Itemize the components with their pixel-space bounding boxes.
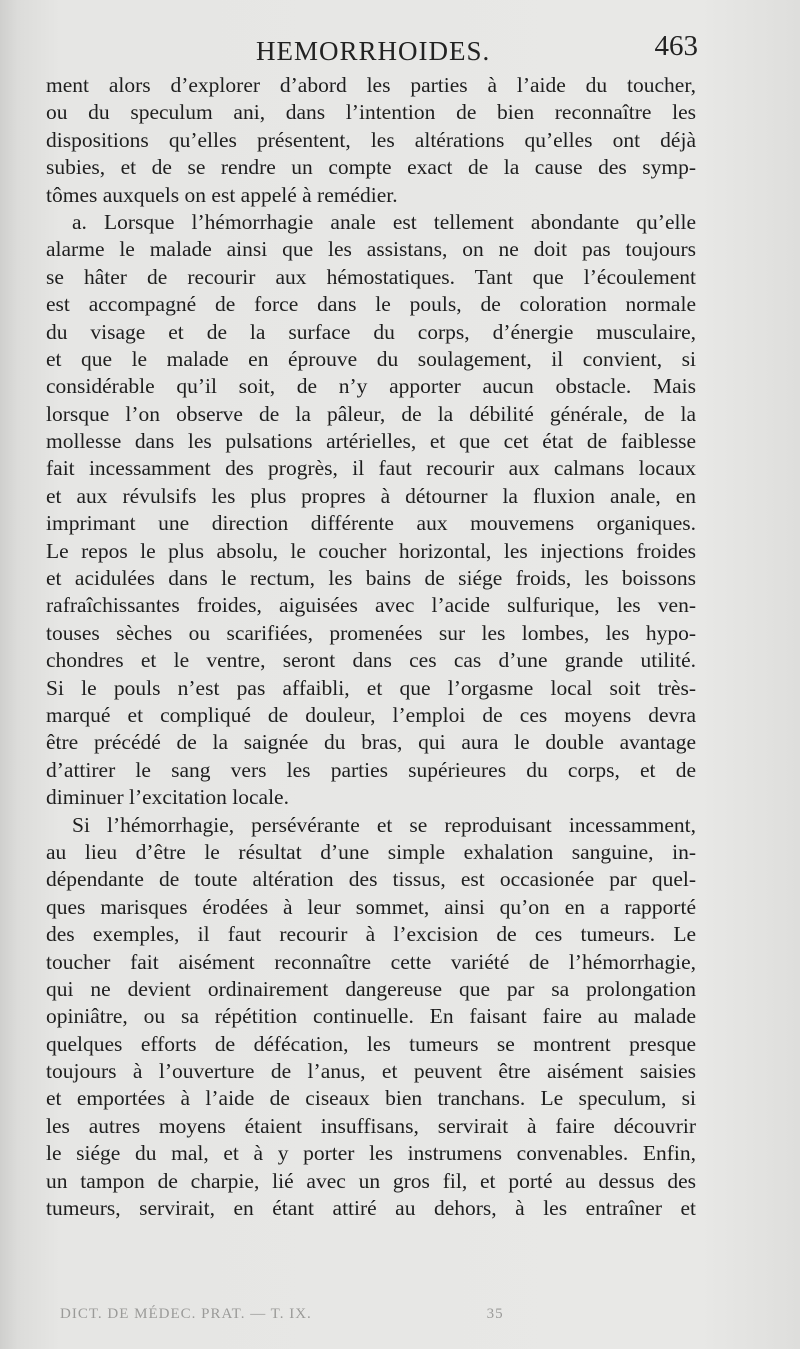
text-line: un tampon de charpie, lié avec un gros fil, et porté au dessus des [46, 1168, 696, 1193]
text-line: imprimant une direction différente aux mouvemens organiques. [46, 511, 696, 536]
page-footer [60, 1306, 700, 1323]
text-line: est accompagné de force dans le pouls, de coloration normale [46, 292, 696, 317]
text-line: et aux révulsifs les plus propres à détourner la fluxion anale, en [46, 483, 696, 508]
text-line: dépendante de toute altération des tissus, est occasionée par quel- [46, 867, 696, 892]
text-line: marqué et compliqué de douleur, l’emploi de ces moyens devra [46, 702, 696, 727]
text-line: alarme le malade ainsi que les assistans, on ne doit pas toujours [46, 237, 696, 262]
running-title: HEMORRHOIDES. [256, 36, 491, 66]
text-line: d’attirer le sang vers les parties supérieures du corps, et de [46, 757, 696, 782]
text-line: subies, et de se rendre un compte exact de la cause des symp- [46, 155, 696, 180]
text-line: mollesse dans les pulsations artérielles, et que cet état de faiblesse [46, 429, 696, 454]
text-line: qui ne devient ordinairement dangereuse que par sa prolongation [46, 976, 696, 1001]
text-line: rafraîchissantes froides, aiguisées avec l’acide sulfurique, les ven- [46, 593, 696, 618]
text-line: ou du speculum ani, dans l’intention de bien reconnaître les [46, 100, 696, 125]
text-line: et que le malade en éprouve du soulagement, il convient, si [46, 346, 696, 371]
text-line: dispositions qu’elles présentent, les altérations qu’elles ont déjà [46, 127, 696, 152]
text-line: Si le pouls n’est pas affaibli, et que l’orgasme local soit très- [46, 675, 696, 700]
text-line: lorsque l’on observe de la pâleur, de la débilité générale, de la [46, 401, 696, 426]
text-line: opiniâtre, ou sa répétition continuelle. En faisant faire au malade [46, 1004, 696, 1029]
signature-mark: DICT. DE MÉDEC. PRAT. — T. IX. [60, 1306, 312, 1322]
text-line: chondres et le ventre, seront dans ces cas d’une grande utilité. [46, 648, 696, 673]
text-line: ques marisques érodées à leur sommet, ainsi qu’on en a rapporté [46, 894, 696, 919]
text-line: diminuer l’excitation locale. [46, 785, 289, 810]
text-line: fait incessamment des progrès, il faut recourir aux calmans locaux [46, 456, 696, 481]
text-line: considérable qu’il soit, de n’y apporter aucun obstacle. Mais [46, 374, 696, 399]
text-line: se hâter de recourir aux hémostatiques. Tant que l’écoulement [46, 264, 696, 289]
text-line: et acidulées dans le rectum, les bains de siége froids, les boissons [46, 566, 696, 591]
text-line: Le repos le plus absolu, le coucher horizontal, les injections froides [46, 538, 696, 563]
page-number: 463 [654, 30, 698, 62]
text-line: du visage et de la surface du corps, d’énergie musculaire, [46, 319, 696, 344]
text-line: au lieu d’être le résultat d’une simple exhalation sanguine, in- [46, 839, 696, 864]
text-line: le siége du mal, et à y porter les instrumens convenables. Enfin, [46, 1141, 696, 1166]
sheet-number: 35 [486, 1306, 504, 1322]
text-line: quelques efforts de défécation, les tumeurs se montrent presque [46, 1031, 696, 1056]
text-line: toucher fait aisément reconnaître cette variété de l’hémorrhagie, [46, 949, 696, 974]
body-text [46, 72, 696, 1222]
text-line: tumeurs, servirait, en étant attiré au dehors, à les entraîner et [46, 1196, 696, 1221]
page-header [46, 30, 696, 70]
text-line: être précédé de la saignée du bras, qui aura le double avantage [46, 730, 696, 755]
text-line: et emportées à l’aide de ciseaux bien tranchans. Le speculum, si [46, 1086, 696, 1111]
text-line: des exemples, il faut recourir à l’excision de ces tumeurs. Le [46, 922, 696, 947]
text-line: toujours à l’ouverture de l’anus, et peuvent être aisément saisies [46, 1059, 696, 1084]
text-line: les autres moyens étaient insuffisans, servirait à faire découvrir [46, 1113, 696, 1138]
paragraph-start-line: Si l’hémorrhagie, persévérante et se reproduisant incessamment, [72, 812, 696, 837]
text-line: touses sèches ou scarifiées, promenées sur les lombes, les hypo- [46, 620, 696, 645]
text-line: ment alors d’explorer d’abord les parties à l’aide du toucher, [46, 73, 696, 97]
paragraph-start-line: a. Lorsque l’hémorrhagie anale est tellement abondante qu’elle [72, 209, 696, 234]
text-line: tômes auxquels on est appelé à remédier. [46, 182, 398, 207]
